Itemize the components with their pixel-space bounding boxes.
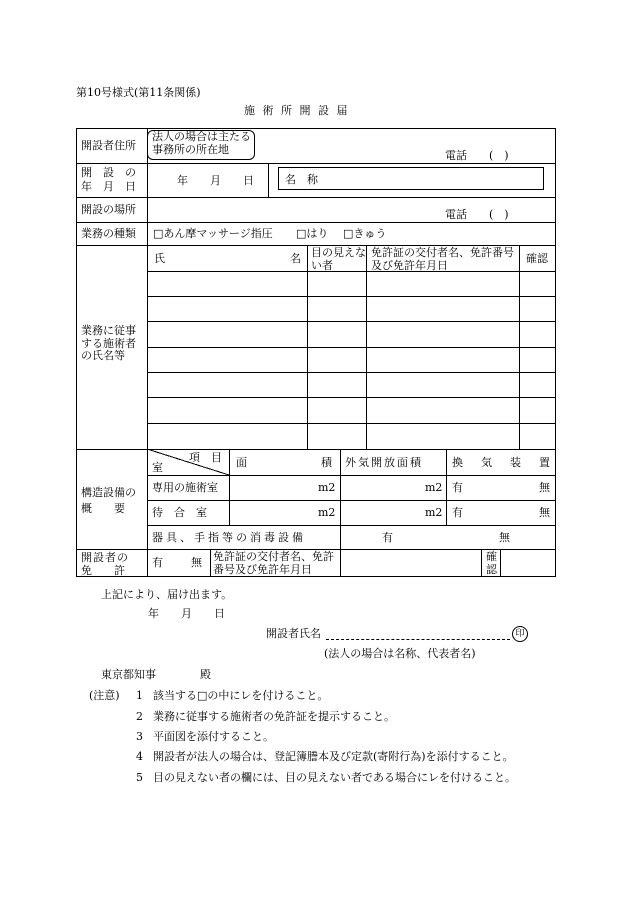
- facility-label-1: 構造設備の: [81, 486, 136, 499]
- staff-col-confirm: 確認: [526, 252, 548, 265]
- signer-line[interactable]: [326, 639, 510, 640]
- staff-col-name-2: 名: [290, 252, 301, 265]
- staff-col-name-1: 氏: [154, 252, 165, 265]
- facility-header-area-2: 積: [321, 456, 332, 469]
- facility-name-label: 名 称: [285, 173, 318, 186]
- facility-header-area-1: 面: [236, 456, 247, 469]
- opening-date: 年 月 日: [177, 174, 254, 187]
- address-phone: 電話 ( ): [445, 149, 509, 162]
- room-treatment-name: 専用の施術室: [152, 481, 218, 494]
- facility-header-vent-3: 装: [510, 456, 521, 469]
- disinfection-label: 器具、手指等の消毒設備: [152, 531, 306, 544]
- staff-col-blind: 目の見えない者: [311, 246, 366, 272]
- note-2-num: 2: [136, 710, 143, 723]
- date-label-top: 開 設 の: [81, 166, 136, 179]
- service-option-massage[interactable]: □あん摩マッサージ指圧: [153, 227, 273, 240]
- form-number: 第10号様式(第11条関係): [76, 86, 201, 99]
- date-label-bottom: 年 月 日: [81, 180, 136, 193]
- room-waiting-none[interactable]: 無: [539, 506, 550, 519]
- note-4-num: 4: [136, 750, 143, 763]
- submission-date: 年 月 日: [148, 607, 225, 620]
- license-none[interactable]: 無: [191, 556, 202, 569]
- license-confirm: 確認: [486, 550, 497, 576]
- note-3-text: 平面図を添付すること。: [153, 730, 274, 743]
- address-label: 開設者住所: [81, 139, 136, 152]
- service-type-label: 業務の種類: [81, 227, 136, 240]
- note-2-text: 業務に従事する施術者の免許証を提示すること。: [153, 710, 395, 723]
- room-waiting-has[interactable]: 有: [452, 506, 463, 519]
- room-waiting-name: 待 合 室: [152, 506, 207, 519]
- note-1-text: 該当する□の中にレを付けること。: [153, 689, 329, 702]
- facility-header-vent-2: 気: [481, 456, 492, 469]
- room-waiting-window-unit: m2: [425, 506, 443, 519]
- facility-header-room: 室: [152, 461, 163, 474]
- license-label-bottom: 免 許: [81, 564, 125, 577]
- form-title: 施 術 所 開 設 届: [244, 104, 350, 117]
- room-treatment-none[interactable]: 無: [539, 481, 550, 494]
- license-label-top: 開設者の: [81, 551, 129, 564]
- signer-label: 開設者氏名: [266, 627, 321, 640]
- facility-label-2: 概 要: [81, 502, 125, 515]
- signer-note: (法人の場合は名称、代表者名): [324, 647, 476, 660]
- facility-header-vent-4: 置: [539, 456, 550, 469]
- license-detail: 免許証の交付者名、免許番号及び免許年月日: [213, 550, 334, 576]
- room-treatment-has[interactable]: 有: [452, 481, 463, 494]
- service-option-moxibustion[interactable]: □きゅう: [343, 227, 387, 240]
- disinfection-has[interactable]: 有: [382, 531, 393, 544]
- facility-header-vent-1: 換: [452, 456, 463, 469]
- service-option-acupuncture[interactable]: □はり: [296, 227, 329, 240]
- facility-header-window: 外気開放面積: [345, 456, 423, 469]
- corporate-note: 法人の場合は主たる事務所の所在地: [152, 130, 251, 156]
- disinfection-none[interactable]: 無: [499, 531, 510, 544]
- room-treatment-area-unit: m2: [318, 481, 336, 494]
- room-waiting-area-unit: m2: [318, 506, 336, 519]
- staff-label: 業務に従事する施術者の氏名等: [81, 324, 136, 363]
- submission-statement: 上記により、届け出ます。: [101, 588, 233, 601]
- facility-header-item: 項 目: [189, 451, 222, 464]
- note-3-num: 3: [136, 730, 143, 743]
- license-has[interactable]: 有: [152, 556, 163, 569]
- note-1-num: 1: [136, 689, 143, 702]
- notes-label: (注意): [89, 689, 120, 702]
- location-label: 開設の場所: [81, 203, 136, 216]
- location-phone: 電話 ( ): [445, 208, 509, 221]
- addressee: 東京都知事 殿: [101, 668, 211, 681]
- room-treatment-window-unit: m2: [425, 481, 443, 494]
- staff-col-license: 免許証の交付者名、免許番号及び免許年月日: [371, 246, 514, 272]
- seal-mark: 印: [512, 626, 528, 642]
- note-5-num: 5: [136, 771, 143, 784]
- note-5-text: 目の見えない者の欄には、目の見えない者である場合にレを付けること。: [153, 771, 516, 784]
- note-4-text: 開設者が法人の場合は、登記簿謄本及び定款(寄附行為)を添付すること。: [153, 750, 514, 763]
